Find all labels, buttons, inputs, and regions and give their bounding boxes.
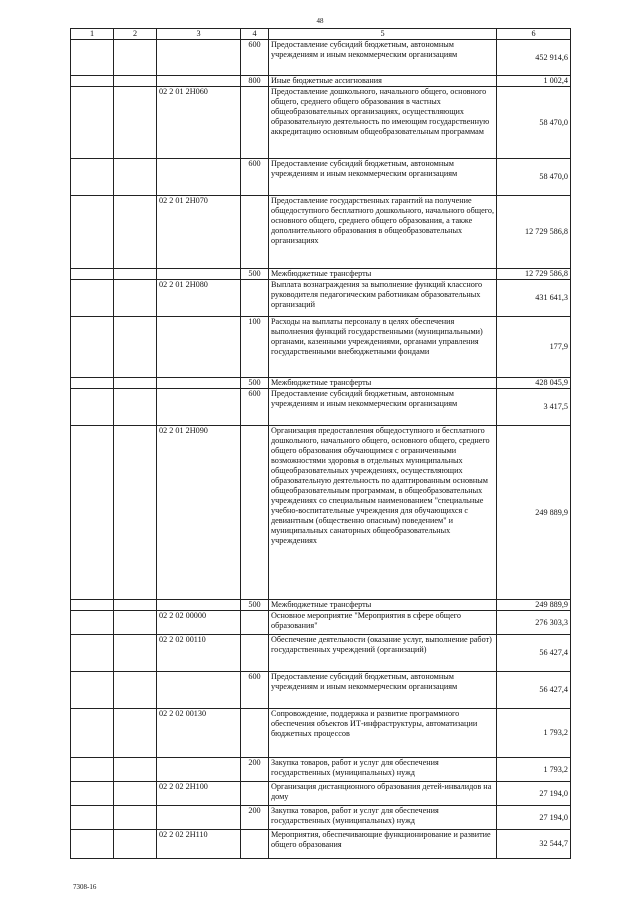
cell-expense-type [241,87,269,159]
cell-amount: 58 470,0 [497,87,571,159]
cell-description: Обеспечение деятельности (оказание услуг, выполнение работ) государственных учреждений (организаций) [269,635,497,672]
cell-col2 [114,600,157,611]
table-row [71,635,571,672]
cell-col2 [114,782,157,806]
cell-expense-type: 200 [241,758,269,782]
cell-target-article: 02 2 01 2Н080 [157,280,241,317]
cell-col1 [71,40,114,76]
cell-col1 [71,159,114,196]
cell-col1 [71,76,114,87]
cell-expense-type: 100 [241,317,269,378]
column-header-4: 4 [241,29,269,40]
cell-expense-type: 600 [241,389,269,426]
cell-col2 [114,635,157,672]
table-row [71,196,571,269]
cell-col2 [114,378,157,389]
cell-expense-type [241,426,269,600]
cell-target-article [157,758,241,782]
column-header-5: 5 [269,29,497,40]
cell-target-article [157,159,241,196]
cell-amount: 431 641,3 [497,280,571,317]
table-row [71,317,571,378]
cell-target-article [157,389,241,426]
cell-description: Предоставление дошкольного, начального общего, основного общего, среднего общего образования в частных общеобразовательных организациях, осуществляющих образовательную деятельность по имеющим государственную аккредитацию основным общеобразовательным программам [269,87,497,159]
cell-amount: 1 793,2 [497,758,571,782]
page-number: 48 [316,17,324,25]
cell-target-article [157,40,241,76]
cell-amount: 452 914,6 [497,40,571,76]
table-row [71,600,571,611]
cell-target-article: 02 2 01 2Н090 [157,426,241,600]
table-row [71,806,571,830]
cell-col2 [114,159,157,196]
cell-col1 [71,611,114,635]
cell-description: Выплата вознаграждения за выполнение функций классного руководителя педагогическим работникам образовательных организаций [269,280,497,317]
cell-description: Расходы на выплаты персоналу в целях обеспечения выполнения функций государственными (муниципальными) органами, казенными учреждениями, органами управления государственными внебюджетными фондами [269,317,497,378]
cell-description: Межбюджетные трансферты [269,269,497,280]
cell-col1 [71,758,114,782]
cell-col1 [71,782,114,806]
cell-description: Организация предоставления общедоступного и бесплатного дошкольного, начального общего, основного общего, среднего общего образования обучающимся с ограниченными возможностями здоровья в отдельных муниципальных общеобразовательных учреждениях, осуществляющих образовательную деятельность по адаптированным основным общеобразовательным программам, в общеобразовательных учреждениях со специальным наименованием "специальные учебно-воспитательные учреждения для обучающихся с девиантным (общественно опасным) поведением" и муниципальных санаторных общеобразовательных учреждениях [269,426,497,600]
cell-col2 [114,806,157,830]
cell-col2 [114,196,157,269]
column-header-6: 6 [497,29,571,40]
table-row [71,611,571,635]
cell-amount: 27 194,0 [497,806,571,830]
table-row [71,87,571,159]
cell-col1 [71,806,114,830]
column-header-3: 3 [157,29,241,40]
table-row [71,830,571,859]
table-row [71,758,571,782]
cell-col2 [114,672,157,709]
cell-target-article [157,672,241,709]
cell-amount: 56 427,4 [497,635,571,672]
cell-expense-type: 600 [241,672,269,709]
cell-amount: 56 427,4 [497,672,571,709]
cell-col2 [114,269,157,280]
cell-description: Предоставление субсидий бюджетным, автономным учреждениям и иным некоммерческим организациям [269,40,497,76]
table-row [71,782,571,806]
table-row [71,426,571,600]
cell-description: Межбюджетные трансферты [269,378,497,389]
cell-expense-type: 500 [241,600,269,611]
cell-col2 [114,426,157,600]
cell-description: Иные бюджетные ассигнования [269,76,497,87]
cell-description: Сопровождение, поддержка и развитие программного обеспечения объектов ИТ-инфраструктуры, автоматизации бюджетных процессов [269,709,497,758]
cell-expense-type: 500 [241,378,269,389]
cell-col1 [71,87,114,159]
table-row [71,378,571,389]
cell-col1 [71,196,114,269]
table-header-row [71,29,571,40]
cell-amount: 276 303,3 [497,611,571,635]
cell-expense-type [241,635,269,672]
cell-col2 [114,76,157,87]
cell-expense-type [241,280,269,317]
cell-col1 [71,830,114,859]
cell-description: Организация дистанционного образования детей-инвалидов на дому [269,782,497,806]
table-row [71,159,571,196]
cell-expense-type [241,782,269,806]
cell-target-article: 02 2 01 2Н070 [157,196,241,269]
cell-description: Основное мероприятие "Мероприятия в сфере общего образования" [269,611,497,635]
cell-col1 [71,600,114,611]
table-row [71,389,571,426]
table-row [71,672,571,709]
budget-table [70,28,571,859]
cell-col1 [71,672,114,709]
cell-amount: 32 544,7 [497,830,571,859]
cell-col2 [114,709,157,758]
cell-amount: 428 045,9 [497,378,571,389]
cell-col2 [114,611,157,635]
cell-description: Предоставление субсидий бюджетным, автономным учреждениям и иным некоммерческим организациям [269,389,497,426]
cell-expense-type: 600 [241,159,269,196]
cell-description: Закупка товаров, работ и услуг для обеспечения государственных (муниципальных) нужд [269,758,497,782]
cell-description: Межбюджетные трансферты [269,600,497,611]
cell-amount: 58 470,0 [497,159,571,196]
column-header-1: 1 [71,29,114,40]
cell-amount: 249 889,9 [497,600,571,611]
cell-col1 [71,317,114,378]
cell-target-article [157,269,241,280]
table-row [71,269,571,280]
cell-amount: 249 889,9 [497,426,571,600]
cell-amount: 12 729 586,8 [497,196,571,269]
cell-target-article: 02 2 01 2Н060 [157,87,241,159]
cell-description: Предоставление субсидий бюджетным, автономным учреждениям и иным некоммерческим организациям [269,672,497,709]
cell-amount: 12 729 586,8 [497,269,571,280]
cell-description: Предоставление субсидий бюджетным, автономным учреждениям и иным некоммерческим организациям [269,159,497,196]
cell-target-article [157,317,241,378]
table-body [71,40,571,859]
cell-target-article: 02 2 02 2Н100 [157,782,241,806]
cell-expense-type [241,611,269,635]
table-row [71,40,571,76]
cell-col1 [71,709,114,758]
cell-description: Предоставление государственных гарантий на получение общедоступного бесплатного дошкольного, начального общего, основного общего, среднего общего образования, а также дополнительного образования в общеобразовательных организациях [269,196,497,269]
cell-amount: 177,9 [497,317,571,378]
cell-col2 [114,389,157,426]
cell-col2 [114,87,157,159]
cell-col2 [114,830,157,859]
cell-expense-type [241,709,269,758]
cell-target-article: 02 2 02 00000 [157,611,241,635]
cell-target-article: 02 2 02 2Н110 [157,830,241,859]
cell-expense-type: 600 [241,40,269,76]
cell-col2 [114,280,157,317]
cell-description: Закупка товаров, работ и услуг для обеспечения государственных (муниципальных) нужд [269,806,497,830]
cell-amount: 1 002,4 [497,76,571,87]
cell-expense-type: 500 [241,269,269,280]
cell-expense-type: 800 [241,76,269,87]
cell-target-article [157,76,241,87]
cell-target-article [157,600,241,611]
cell-col1 [71,280,114,317]
cell-col1 [71,269,114,280]
column-header-2: 2 [114,29,157,40]
footer-code: 7308-16 [73,883,97,891]
cell-col1 [71,389,114,426]
cell-amount: 27 194,0 [497,782,571,806]
cell-col2 [114,317,157,378]
cell-description: Мероприятия, обеспечивающие функционирование и развитие общего образования [269,830,497,859]
cell-target-article [157,378,241,389]
cell-target-article: 02 2 02 00110 [157,635,241,672]
cell-col1 [71,426,114,600]
cell-expense-type [241,196,269,269]
table-row [71,709,571,758]
cell-col1 [71,635,114,672]
cell-amount: 1 793,2 [497,709,571,758]
cell-col2 [114,40,157,76]
cell-expense-type [241,830,269,859]
cell-amount: 3 417,5 [497,389,571,426]
table-row [71,280,571,317]
cell-target-article: 02 2 02 00130 [157,709,241,758]
cell-target-article [157,806,241,830]
cell-col1 [71,378,114,389]
cell-col2 [114,758,157,782]
cell-expense-type: 200 [241,806,269,830]
table-row [71,76,571,87]
